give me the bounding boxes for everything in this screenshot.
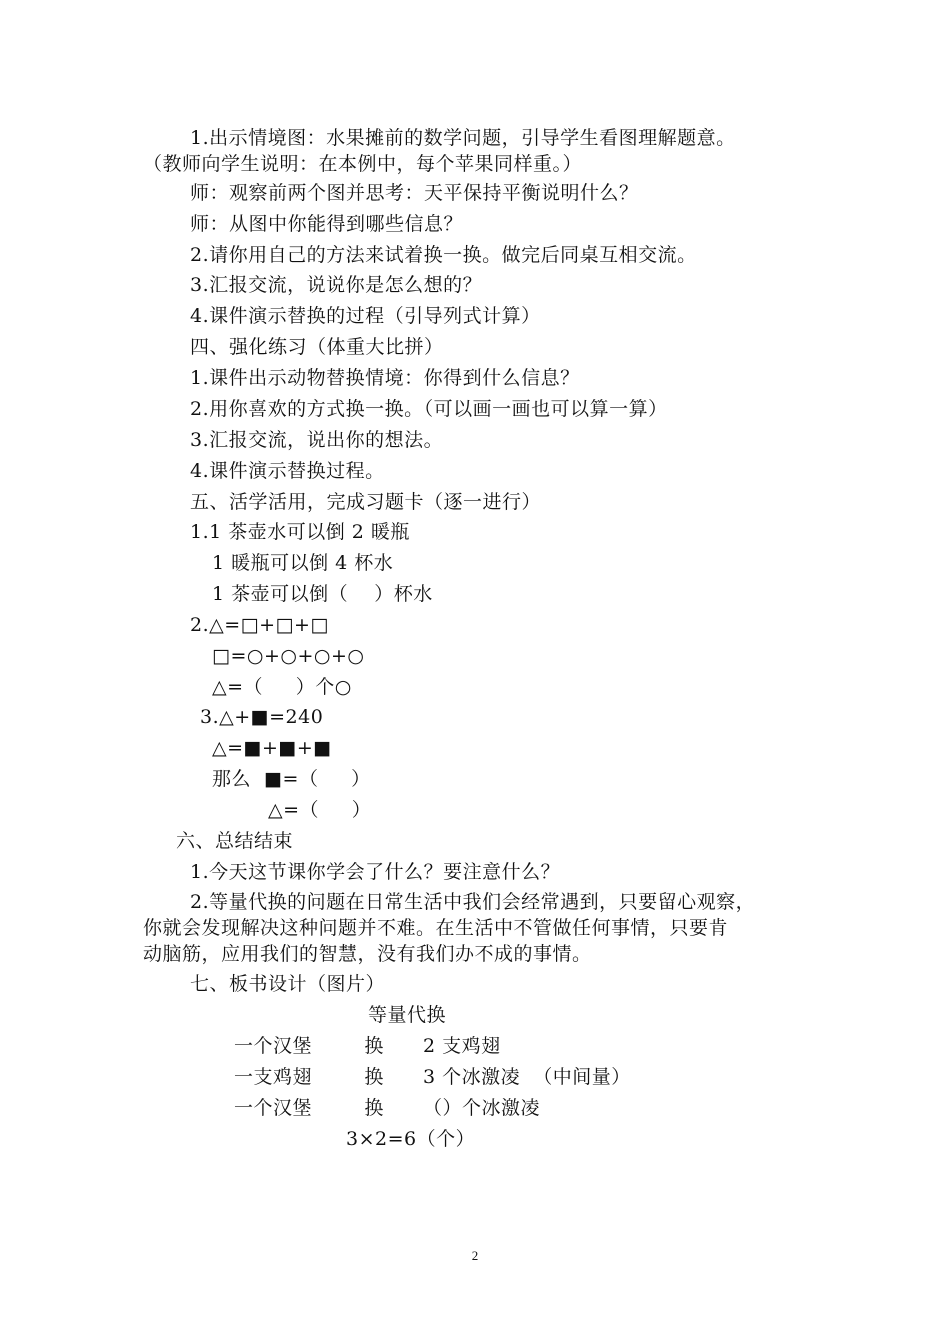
text-line-7: 4.课件演示替换的过程（引导列式计算） <box>190 305 541 327</box>
board-equation: 3×2=6（个） <box>346 1128 476 1150</box>
section-heading-5: 五、活学活用，完成习题卡（逐一进行） <box>190 491 542 513</box>
exercise-1-line-1: 1.1 茶壶水可以倒 2 暖瓶 <box>190 521 410 543</box>
text-line-28: 动脑筋，应用我们的智慧，没有我们办不成的事情。 <box>143 943 592 965</box>
exercise-2-line-1: 2.△=□+□+□ <box>190 614 329 636</box>
text-line-4: 师：从图中你能得到哪些信息？ <box>190 213 464 235</box>
text-line-11: 3.汇报交流，说出你的想法。 <box>190 429 444 451</box>
board-title: 等量代换 <box>368 1004 447 1026</box>
exercise-3-line-4: △=（ ） <box>268 799 372 821</box>
board-row-2: 一支鸡翅 换 3 个冰激凌 （中间量） <box>234 1066 631 1088</box>
text-line-25: 1.今天这节课你学会了什么？要注意什么？ <box>190 861 561 883</box>
exercise-3-line-2: △=■+■+■ <box>212 737 332 759</box>
text-line-6: 3.汇报交流，说说你是怎么想的？ <box>190 274 483 296</box>
board-row-3: 一个汉堡 换 （）个冰激凌 <box>234 1097 541 1119</box>
text-line-5: 2.请你用自己的方法来试着换一换。做完后同桌互相交流。 <box>190 244 697 266</box>
text-line-10: 2.用你喜欢的方式换一换。（可以画一画也可以算一算） <box>190 398 668 420</box>
exercise-2-line-2: □=○+○+○+○ <box>212 645 365 667</box>
board-row-1: 一个汉堡 换 2 支鸡翅 <box>234 1035 501 1057</box>
section-heading-4: 四、强化练习（体重大比拼） <box>190 336 444 358</box>
text-line-9: 1.课件出示动物替换情境：你得到什么信息？ <box>190 367 580 389</box>
exercise-1-line-3: 1 茶壶可以倒（ ）杯水 <box>212 583 433 605</box>
text-line-12: 4.课件演示替换过程。 <box>190 460 385 482</box>
exercise-1-line-2: 1 暖瓶可以倒 4 杯水 <box>212 552 394 574</box>
text-line-27: 你就会发现解决这种问题并不难。在生活中不管做任何事情，只要肯 <box>143 917 729 939</box>
exercise-2-line-3: △=（ ）个○ <box>212 676 352 698</box>
exercise-3-line-3: 那么 ■=（ ） <box>212 768 371 790</box>
section-heading-7: 七、板书设计（图片） <box>190 973 386 995</box>
page-number: 2 <box>471 1248 479 1263</box>
text-line-26: 2.等量代换的问题在日常生活中我们会经常遇到，只要留心观察， <box>190 891 756 913</box>
text-line-2: （教师向学生说明：在本例中，每个苹果同样重。） <box>143 153 583 175</box>
exercise-3-line-1: 3.△+■=240 <box>200 706 324 728</box>
section-heading-6: 六、总结结束 <box>176 830 294 852</box>
text-line-3: 师：观察前两个图并思考：天平保持平衡说明什么？ <box>190 182 639 204</box>
text-line-1: 1.出示情境图：水果摊前的数学问题，引导学生看图理解题意。 <box>190 127 736 149</box>
